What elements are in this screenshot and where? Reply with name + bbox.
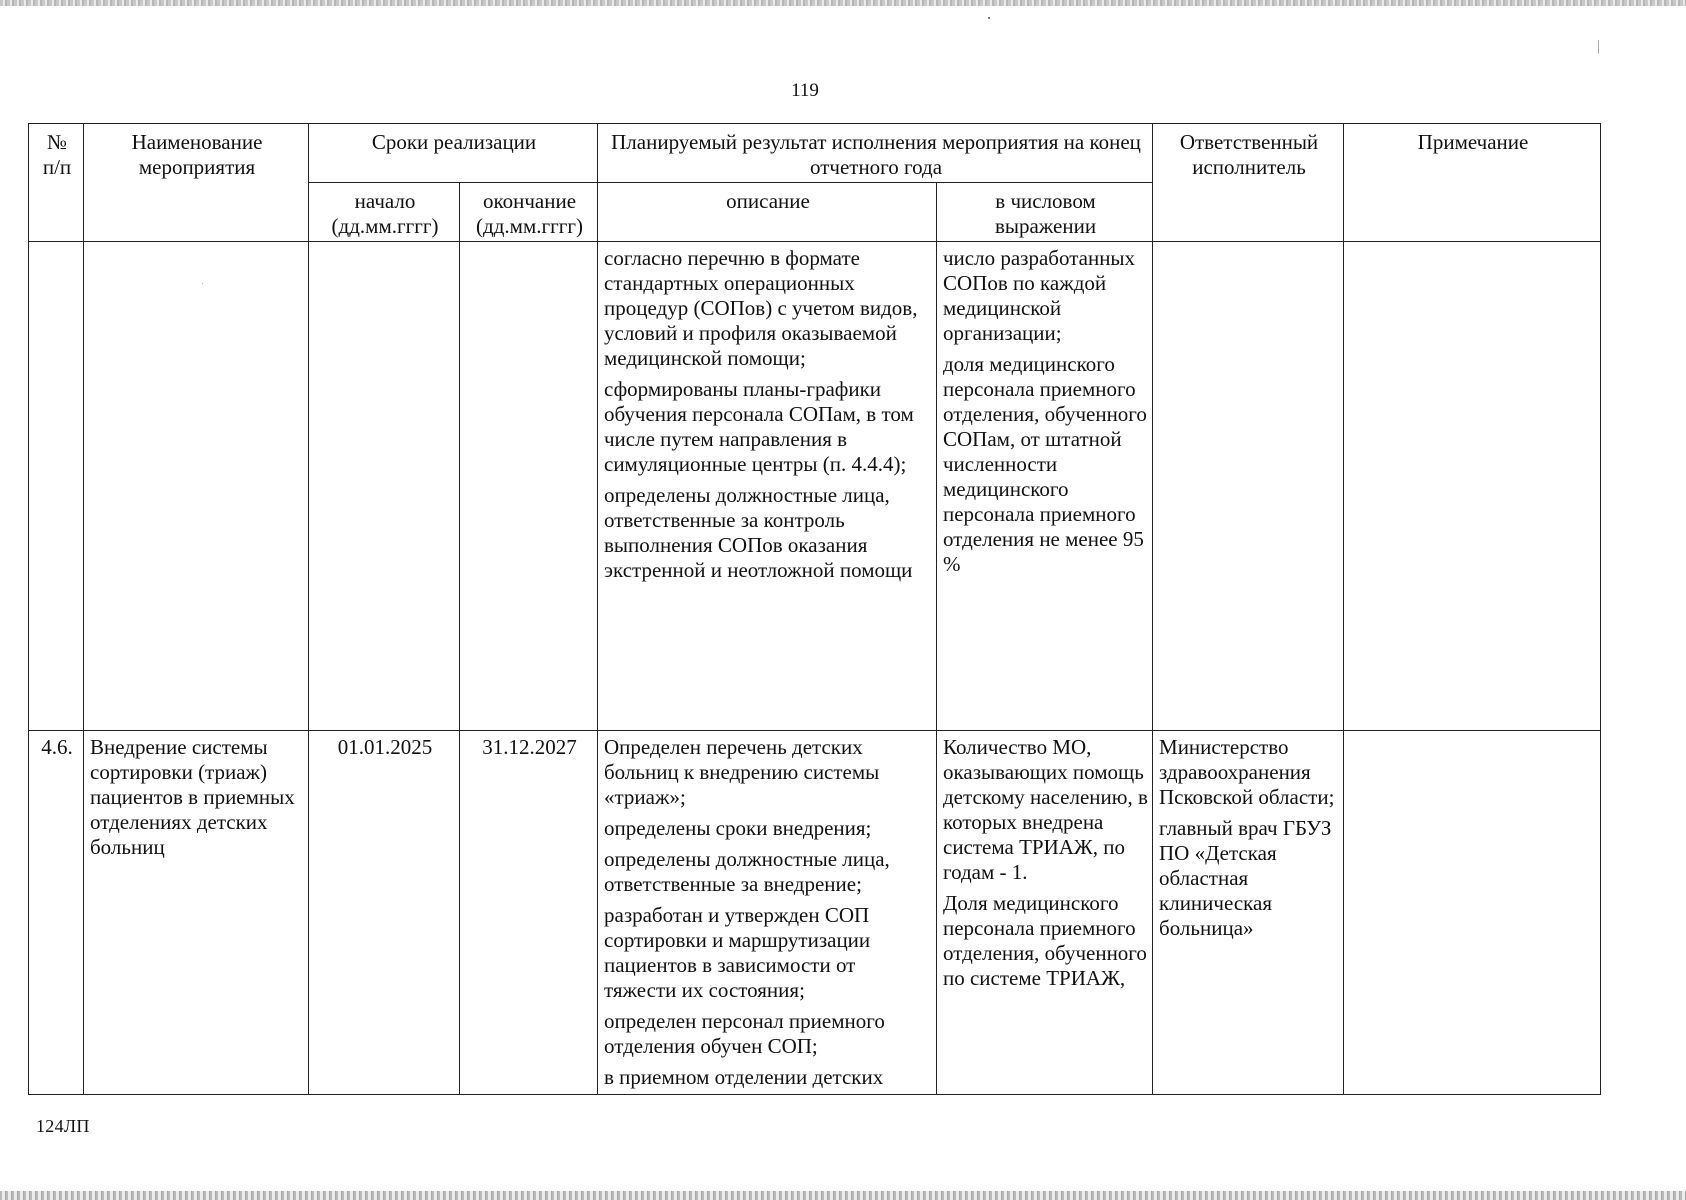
responsible-paragraph: Министерство здравоохранения Псковской области; bbox=[1159, 735, 1335, 809]
numeric-paragraph: число разработанных СОПов по каждой медицинской организации; bbox=[943, 246, 1136, 345]
description-paragraph: сформированы планы-графики обучения персонала СОПам, в том числе путем направления в симуляционные центры (п. 4.4.4); bbox=[604, 377, 914, 476]
scan-edge-bottom bbox=[0, 1191, 1686, 1200]
header-terms: Сроки реализации bbox=[309, 124, 598, 183]
header-result-num: в числовом выражении bbox=[937, 183, 1153, 242]
cell-numeric bbox=[937, 731, 1153, 1095]
cell-end: 31.12.2027 bbox=[460, 731, 598, 1095]
header-terms-end: окончание (дд.мм.гггг) bbox=[460, 183, 598, 242]
header-name: Наименование мероприятия bbox=[84, 124, 309, 242]
plan-table bbox=[28, 123, 1601, 1095]
cell-responsible bbox=[1153, 242, 1344, 731]
header-terms-start: начало (дд.мм.гггг) bbox=[309, 183, 460, 242]
description-paragraph: определены должностные лица, ответственные за внедрение; bbox=[604, 847, 890, 896]
cell-description bbox=[598, 242, 937, 731]
header-result-desc: описание bbox=[598, 183, 937, 242]
cell-responsible bbox=[1153, 731, 1344, 1095]
scan-speck bbox=[1598, 40, 1599, 54]
numeric-paragraph: доля медицинского персонала приемного отделения, обученного СОПам, от штатной численности медицинского персонала приемного отделения не менее 95 % bbox=[943, 352, 1147, 576]
header-result: Планируемый результат исполнения мероприятия на конец отчетного года bbox=[598, 124, 1153, 183]
cell-description bbox=[598, 731, 937, 1095]
footer-document-code: 124ЛП bbox=[36, 1116, 90, 1136]
numeric-paragraph: Доля медицинского персонала приемного отделения, обученного по системе ТРИАЖ, bbox=[943, 891, 1147, 990]
cell-name: Внедрение системы сортировки (триаж) пациентов в приемных отделениях детских больниц bbox=[84, 731, 309, 1095]
scan-edge-top bbox=[0, 0, 1686, 6]
header-num-text: № п/п bbox=[42, 130, 72, 179]
description-paragraph: Определен перечень детских больниц к внедрению системы «триаж»; bbox=[604, 735, 880, 809]
description-paragraph: определен персонал приемного отделения обучен СОП; bbox=[604, 1009, 885, 1058]
page-number: 119 bbox=[791, 80, 819, 101]
description-paragraph: определены сроки внедрения; bbox=[604, 816, 872, 840]
header-note: Примечание bbox=[1344, 124, 1601, 242]
header-responsible: Ответственный исполнитель bbox=[1153, 124, 1344, 242]
cell-num bbox=[29, 242, 84, 731]
cell-numeric bbox=[937, 242, 1153, 731]
description-paragraph: определены должностные лица, ответственные за контроль выполнения СОПов оказания экстренной и неотложной помощи bbox=[604, 483, 913, 582]
responsible-paragraph: главный врач ГБУЗ ПО «Детская областная клиническая больница» bbox=[1159, 816, 1332, 940]
cell-start: 01.01.2025 bbox=[309, 731, 460, 1095]
cell-end bbox=[460, 242, 598, 731]
cell-name bbox=[84, 242, 309, 731]
header-num bbox=[29, 124, 84, 242]
description-paragraph: разработан и утвержден СОП сортировки и маршрутизации пациентов в зависимости от тяжести их состояния; bbox=[604, 903, 871, 1002]
scan-speck bbox=[988, 17, 990, 19]
description-paragraph: согласно перечню в формате стандартных операционных процедур (СОПов) с учетом видов, условий и профиля оказываемой медицинской помощи; bbox=[604, 246, 918, 370]
table-row-4-6 bbox=[29, 731, 1601, 1095]
cell-note bbox=[1344, 731, 1601, 1095]
header-row-1 bbox=[29, 124, 1601, 183]
cell-start bbox=[309, 242, 460, 731]
description-paragraph: в приемном отделении детских bbox=[604, 1065, 884, 1089]
cell-note bbox=[1344, 242, 1601, 731]
cell-num: 4.6. bbox=[29, 731, 84, 1095]
table-row-continuation bbox=[29, 242, 1601, 731]
numeric-paragraph: Количество МО, оказывающих помощь детскому населению, в которых внедрена система ТРИАЖ, по годам - 1. bbox=[943, 735, 1148, 884]
